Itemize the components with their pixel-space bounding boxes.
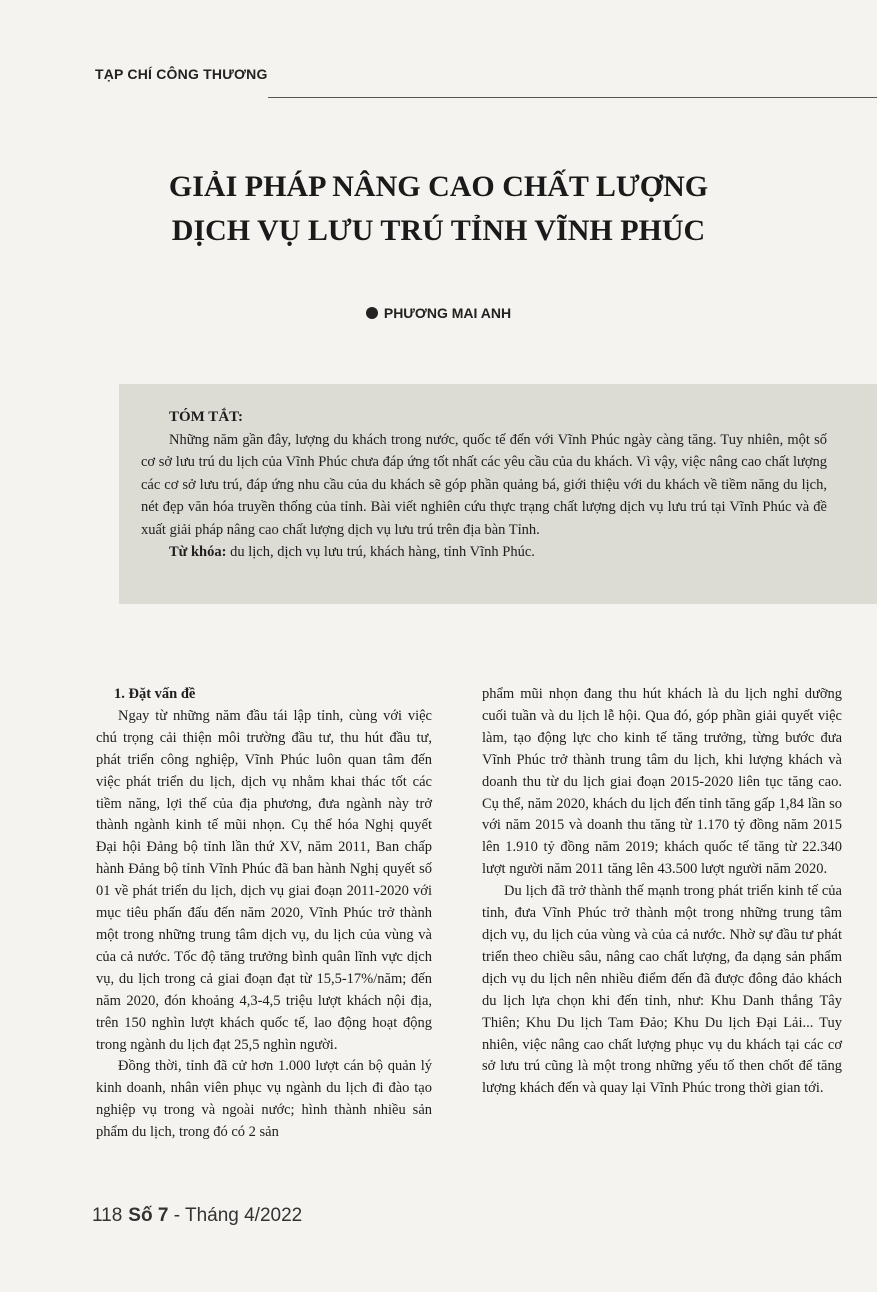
author-byline xyxy=(0,305,877,321)
issue-number: Số 7 xyxy=(128,1205,169,1226)
keywords-label: Từ khóa: xyxy=(169,544,227,560)
title-line-2: DỊCH VỤ LƯU TRÚ TỈNH VĨNH PHÚC xyxy=(171,214,706,247)
bullet-icon xyxy=(366,307,378,319)
title-line-1: GIẢI PHÁP NÂNG CAO CHẤT LƯỢNG xyxy=(168,170,709,203)
paragraph-continued: phẩm mũi nhọn đang thu hút khách là du lịch nghỉ dưỡng cuối tuần và du lịch lễ hội. Qua đó, góp phần giải quyết việc làm, tạo động lực cho kinh tế tăng trưởng, từng bước đưa Vĩnh Phúc trở thành trung tâm du lịch, khi lượng khách và doanh thu từ du lịch giai đoạn 2015-2020 liên tục tăng cao. Cụ thể, năm 2020, khách du lịch đến tỉnh tăng gấp 1,84 lần so với năm 2015 và doanh thu tăng từ 1.170 tỷ đồng năm 2015 lên 1.910 tỷ đồng năm 2019; khách quốc tế tăng từ 22.340 lượt người năm 2011 tăng lên 43.500 lượt người năm 2020. xyxy=(482,686,842,878)
issue-date: - Tháng 4/2022 xyxy=(168,1205,303,1226)
paragraph: Ngay từ những năm đầu tái lập tỉnh, cùng với việc chú trọng cải thiện môi trường đầu tư, thu hút đầu tư, phát triển công nghiệp, Vĩnh Phúc luôn quan tâm đến việc phát triển du lịch, dịch vụ nhằm khai thác tốt các tiềm năng, lợi thế của địa phương, đưa ngành này trở thành ngành kinh tế mũi nhọn. Cụ thể hóa Nghị quyết Đại hội Đảng bộ tỉnh lần thứ XV, năm 2011, Ban chấp hành Đảng bộ tỉnh Vĩnh Phúc đã ban hành Nghị quyết số 01 về phát triển du lịch, dịch vụ giai đoạn 2011-2020 với mục tiêu phấn đấu đến năm 2020, Vĩnh Phúc trở thành một trong những trung tâm dịch vụ, du lịch của vùng và của cả nước. Tốc độ tăng trưởng bình quân lĩnh vực dịch vụ, du lịch trong cả giai đoạn đạt từ 15,5-17%/năm; đến năm 2020, đón khoảng 4,3-4,5 triệu lượt khách nội địa, trên 150 nghìn lượt khách quốc tế, lao động hoạt động trong ngành du lịch đạt 25,5 nghìn người. xyxy=(96,707,432,1053)
abstract-box xyxy=(119,384,877,604)
page-number: 118 xyxy=(92,1205,123,1226)
page-footer xyxy=(92,1205,302,1227)
abstract-keywords xyxy=(141,541,827,564)
abstract-heading: TÓM TẮT: xyxy=(169,409,244,425)
header-rule xyxy=(268,97,877,98)
abstract-body: Những năm gần đây, lượng du khách trong nước, quốc tế đến với Vĩnh Phúc ngày càng tăng. Tuy nhiên, một số cơ sở lưu trú du lịch của Vĩnh Phúc chưa đáp ứng tốt nhất các yêu cầu của du khách. Vì vậy, việc nâng cao chất lượng các cơ sở lưu trú, đáp ứng nhu cầu của du khách sẽ góp phần quảng bá, giới thiệu với du khách về tiềm năng du lịch, nét đẹp văn hóa truyền thống của tỉnh. Bài viết nghiên cứu thực trạng chất lượng dịch vụ lưu trú tại Vĩnh Phúc và đề xuất giải pháp nâng cao chất lượng dịch vụ lưu trú trên địa bàn Tỉnh. xyxy=(141,431,827,538)
author-name: PHƯƠNG MAI ANH xyxy=(383,305,512,321)
paragraph: Đồng thời, tỉnh đã cử hơn 1.000 lượt cán bộ quản lý kinh doanh, nhân viên phục vụ ngành du lịch đi đào tạo nghiệp vụ trong và ngoài nước; hình thành nhiều sản phẩm du lịch, trong đó có 2 sản xyxy=(96,1058,432,1141)
keywords-text: du lịch, dịch vụ lưu trú, khách hàng, tỉnh Vĩnh Phúc. xyxy=(226,544,535,560)
paragraph: Du lịch đã trở thành thế mạnh trong phát triển kinh tế của tỉnh, đưa Vĩnh Phúc trở thành một trong những trung tâm dịch vụ, du lịch của vùng và của cả nước. Nhờ sự đầu tư phát triển theo chiều sâu, nâng cao chất lượng, đa dạng sản phẩm dịch vụ du lịch nên nhiều điểm đến đã được đông đảo khách du lịch lựa chọn khi đến tỉnh, như: Khu Danh thắng Tây Thiên; Khu Du lịch Tam Đảo; Khu Du lịch Đại Lải... Tuy nhiên, việc nâng cao chất lượng phục vụ du khách tại các cơ sở lưu trú cũng là một trong những yếu tố then chốt để tăng lượng khách đến và quay lại Vĩnh Phúc trong thời gian tới. xyxy=(482,883,842,1097)
journal-header: TẠP CHÍ CÔNG THƯƠNG xyxy=(95,66,268,82)
left-column xyxy=(96,684,432,1144)
right-column xyxy=(482,684,842,1100)
section-heading: 1. Đặt vấn đề xyxy=(114,686,196,702)
article-title xyxy=(60,165,817,253)
